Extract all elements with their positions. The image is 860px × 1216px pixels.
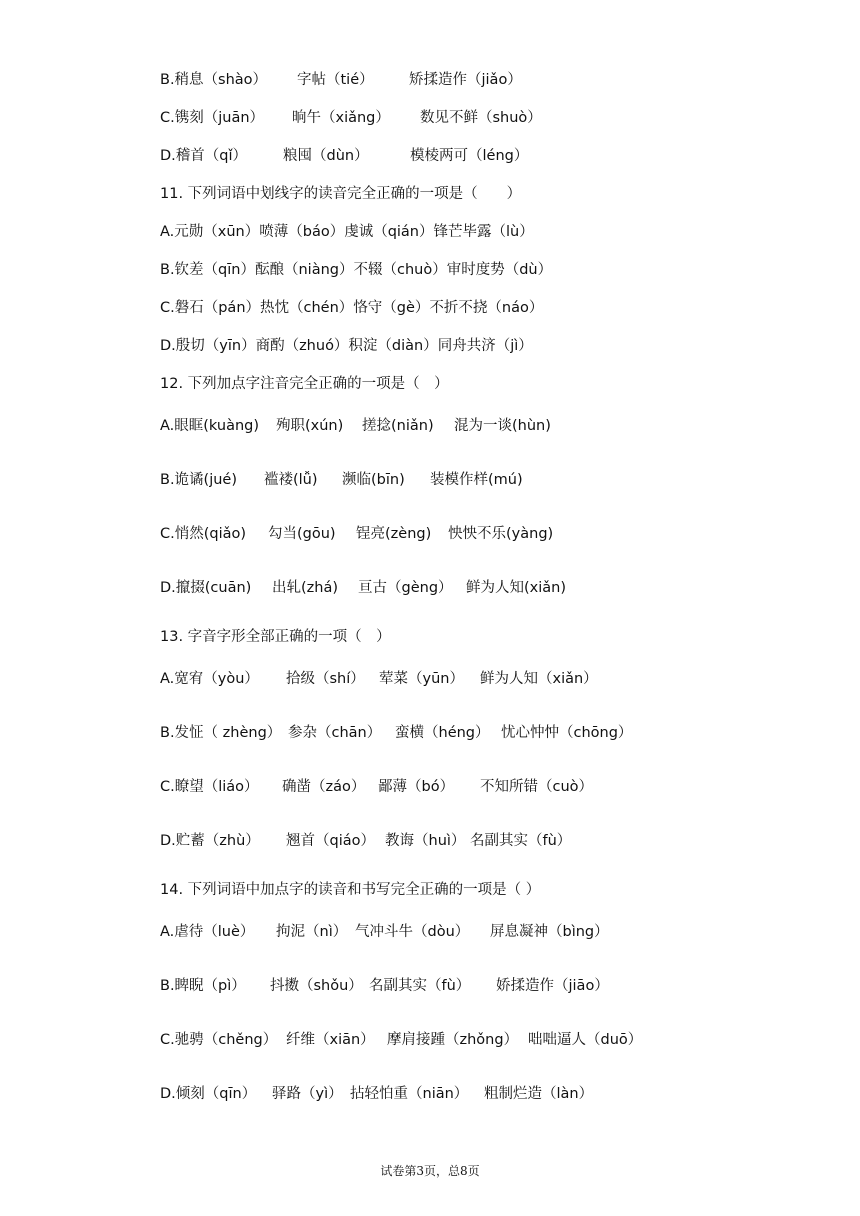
q14-stem: 14. 下列词语中加点字的读音和书写完全正确的一项是（ ）: [160, 882, 541, 898]
q14-c-item-4: 咄咄逼人（duō）: [528, 1032, 643, 1048]
q12-stem: 12. 下列加点字注音完全正确的一项是（ ）: [160, 376, 449, 392]
q12-c-item-1: C.悄然(qiǎo): [160, 526, 247, 542]
q11-option-b: B.钦差（qīn）酝酿（niàng）不辍（chuò）审时度势（dù）: [160, 262, 553, 278]
q12-d-item-2: 出轧(zhá): [272, 580, 339, 596]
q10-b-item-1: B.稍息（shào）: [160, 72, 268, 88]
q13-c-item-3: 鄙薄（bó）: [378, 779, 455, 795]
q12-b-item-4: 装模作样(mú): [430, 472, 523, 488]
q12-a-item-4: 混为一谈(hùn): [454, 418, 551, 434]
q10-c-item-1: C.镌刻（juān）: [160, 110, 265, 126]
q12-a-item-1: A.眼眶(kuàng): [160, 418, 260, 434]
q14-b-item-2: 抖擞（shǒu）: [270, 978, 363, 994]
q13-a-item-1: A.宽宥（yòu）: [160, 671, 259, 687]
q12-c-item-3: 锃亮(zèng): [356, 526, 432, 542]
q13-c-item-2: 确凿（záo）: [282, 779, 366, 795]
q14-c-item-2: 纤维（xiān）: [286, 1032, 375, 1048]
q12-d-item-1: D.攛掇(cuān): [160, 580, 252, 596]
q14-a-item-3: 气冲斗牛（dòu）: [355, 924, 470, 940]
q10-d-item-3: 模棱两可（léng）: [410, 148, 529, 164]
q13-d-item-3: 教诲（huì）: [385, 833, 466, 849]
q14-b-item-3: 名副其实（fù）: [369, 978, 471, 994]
q11-option-c: C.磐石（pán）热忱（chén）恪守（gè）不折不挠（náo）: [160, 300, 544, 316]
q13-stem: 13. 字音字形全部正确的一项（ ）: [160, 629, 391, 645]
q14-d-item-3: 拈轻怕重（niān）: [350, 1086, 469, 1102]
q11-option-a: A.元勋（xūn）喷薄（báo）虔诚（qián）锋芒毕露（lù）: [160, 224, 534, 240]
q13-d-item-4: 名副其实（fù）: [470, 833, 572, 849]
q14-c-item-1: C.驰骋（chěng）: [160, 1032, 278, 1048]
q12-a-item-3: 搓捻(niǎn): [362, 418, 434, 434]
q11-option-d: D.殷切（yīn）商酌（zhuó）积淀（diàn）同舟共济（jì）: [160, 338, 533, 354]
q10-b-item-3: 矫揉造作（jiǎo）: [409, 72, 522, 88]
q14-a-item-4: 屏息凝神（bìng）: [490, 924, 609, 940]
q14-d-item-1: D.倾刻（qīn）: [160, 1086, 257, 1102]
q14-d-item-4: 粗制烂造（làn）: [484, 1086, 594, 1102]
q14-b-item-4: 娇揉造作（jiāo）: [496, 978, 609, 994]
q12-c-item-2: 勾当(gōu): [268, 526, 336, 542]
q13-d-item-2: 翘首（qiáo）: [286, 833, 375, 849]
q12-b-item-1: B.诡谲(jué): [160, 472, 238, 488]
q14-b-item-1: B.睥睨（pì）: [160, 978, 246, 994]
q12-d-item-4: 鲜为人知(xiǎn): [466, 580, 566, 596]
q10-c-item-3: 数见不鲜（shuò）: [420, 110, 542, 126]
q13-a-item-4: 鲜为人知（xiǎn）: [480, 671, 598, 687]
q13-b-item-3: 蛮横（héng）: [395, 725, 490, 741]
q12-a-item-2: 殉职(xún): [276, 418, 344, 434]
q14-d-item-2: 驿路（yì）: [272, 1086, 343, 1102]
q12-d-item-3: 亘古（gèng）: [358, 580, 453, 596]
q14-a-item-1: A.虐待（luè）: [160, 924, 255, 940]
q12-c-item-4: 怏怏不乐(yàng): [448, 526, 554, 542]
q10-c-item-2: 晌午（xiǎng）: [292, 110, 390, 126]
q13-d-item-1: D.贮蓄（zhù）: [160, 833, 260, 849]
q13-c-item-4: 不知所错（cuò）: [480, 779, 594, 795]
q10-d-item-1: D.稽首（qǐ）: [160, 148, 248, 164]
q13-b-item-4: 忧心忡忡（chōng）: [501, 725, 633, 741]
q13-a-item-2: 拾级（shí）: [286, 671, 365, 687]
q14-a-item-2: 拘泥（nì）: [276, 924, 348, 940]
page-footer: 试卷第3页，总8页: [380, 1164, 480, 1178]
q13-c-item-1: C.瞭望（liáo）: [160, 779, 259, 795]
q11-stem: 11. 下列词语中划线字的读音完全正确的一项是（ ）: [160, 186, 522, 202]
q13-a-item-3: 荤菜（yūn）: [379, 671, 464, 687]
q10-d-item-2: 粮囤（dùn）: [283, 148, 369, 164]
q12-b-item-2: 褴褛(lǚ): [264, 472, 318, 488]
q13-b-item-1: B.发怔（ zhèng）: [160, 725, 282, 741]
q14-c-item-3: 摩肩接踵（zhǒng）: [387, 1032, 519, 1048]
q12-b-item-3: 濒临(bīn): [342, 472, 405, 488]
q10-b-item-2: 字帖（tié）: [297, 72, 374, 88]
q13-b-item-2: 参杂（chān）: [288, 725, 382, 741]
